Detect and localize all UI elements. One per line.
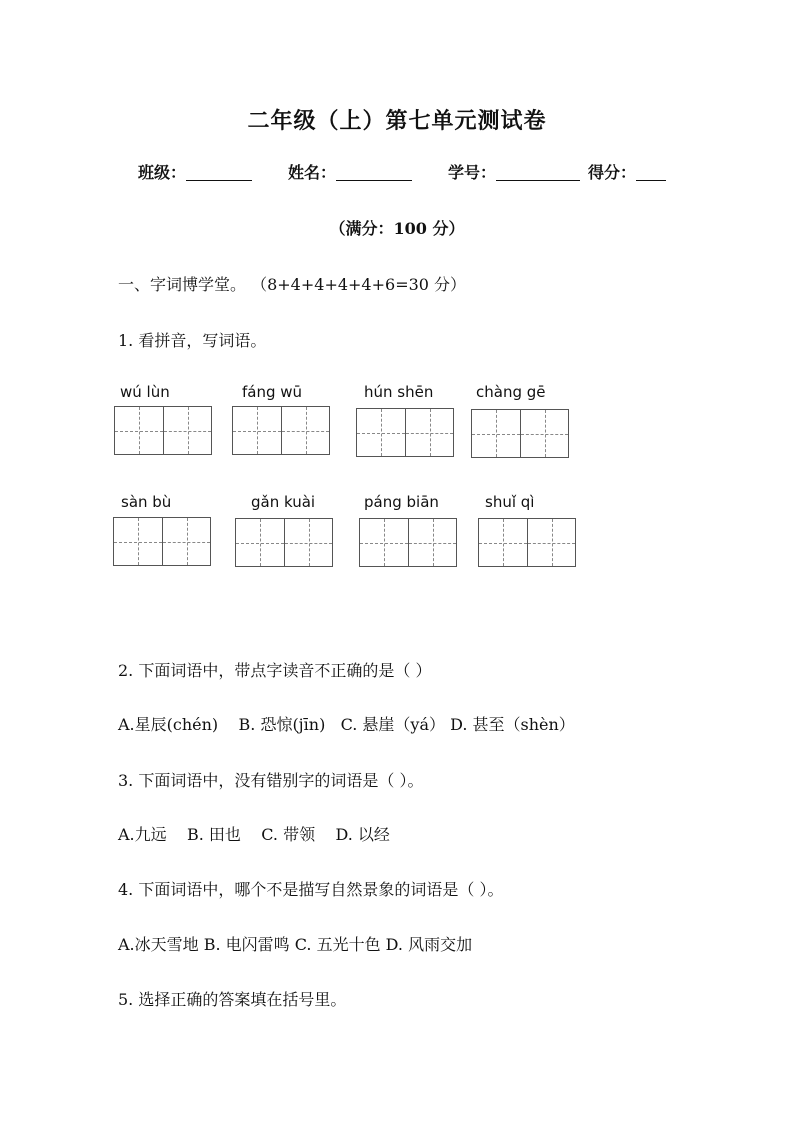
name-label: 姓名： — [288, 163, 337, 182]
question-1: 1. 看拼音，写词语。 — [118, 331, 267, 350]
student-id-blank[interactable] — [496, 164, 580, 181]
question-2: 2. 下面词语中，带点字读音不正确的是（ ） — [118, 661, 432, 680]
full-score: （满分：100 分） — [329, 219, 465, 238]
pinyin-label: hún shēn — [364, 383, 434, 401]
question-3-options: A.九远 B. 田也 C. 带领 D. 以经 — [118, 825, 390, 844]
name-field — [288, 160, 412, 183]
pinyin-label: chàng gē — [476, 383, 546, 401]
pinyin-label: shuǐ qì — [485, 493, 535, 511]
score-label: 得分： — [588, 163, 637, 182]
writing-grid[interactable] — [235, 518, 333, 567]
question-4-options: A.冰天雪地 B. 电闪雷鸣 C. 五光十色 D. 风雨交加 — [118, 935, 473, 954]
class-label: 班级： — [138, 163, 187, 182]
score-field — [588, 160, 666, 183]
question-3: 3. 下面词语中，没有错别字的词语是（ ）。 — [118, 771, 424, 790]
class-blank[interactable] — [186, 164, 252, 181]
question-5: 5. 选择正确的答案填在括号里。 — [118, 990, 347, 1009]
pinyin-label: gǎn kuài — [251, 493, 316, 511]
pinyin-label: wú lùn — [120, 383, 170, 401]
writing-grid[interactable] — [478, 518, 576, 567]
page-title: 二年级（上）第七单元测试卷 — [247, 108, 547, 134]
section-heading: 一、字词博学堂。 （8+4+4+4+4+6=30 分） — [118, 275, 467, 294]
writing-grid[interactable] — [359, 518, 457, 567]
student-id-label: 学号： — [448, 163, 497, 182]
writing-grid[interactable] — [232, 406, 330, 455]
writing-grid[interactable] — [114, 406, 212, 455]
class-field — [138, 160, 252, 183]
writing-grid[interactable] — [471, 409, 569, 458]
writing-grid[interactable] — [356, 408, 454, 457]
name-blank[interactable] — [336, 164, 412, 181]
question-4: 4. 下面词语中，哪个不是描写自然景象的词语是（ ）。 — [118, 880, 504, 899]
pinyin-label: fáng wū — [242, 383, 303, 401]
question-2-options: A.星辰(chén) B. 恐惊(jīn) C. 悬崖（yá） D. 甚至（shèn） — [118, 715, 575, 734]
score-blank[interactable] — [636, 164, 666, 181]
pinyin-label: páng biān — [364, 493, 439, 511]
student-id-field — [448, 160, 580, 183]
pinyin-label: sàn bù — [121, 493, 172, 511]
writing-grid[interactable] — [113, 517, 211, 566]
